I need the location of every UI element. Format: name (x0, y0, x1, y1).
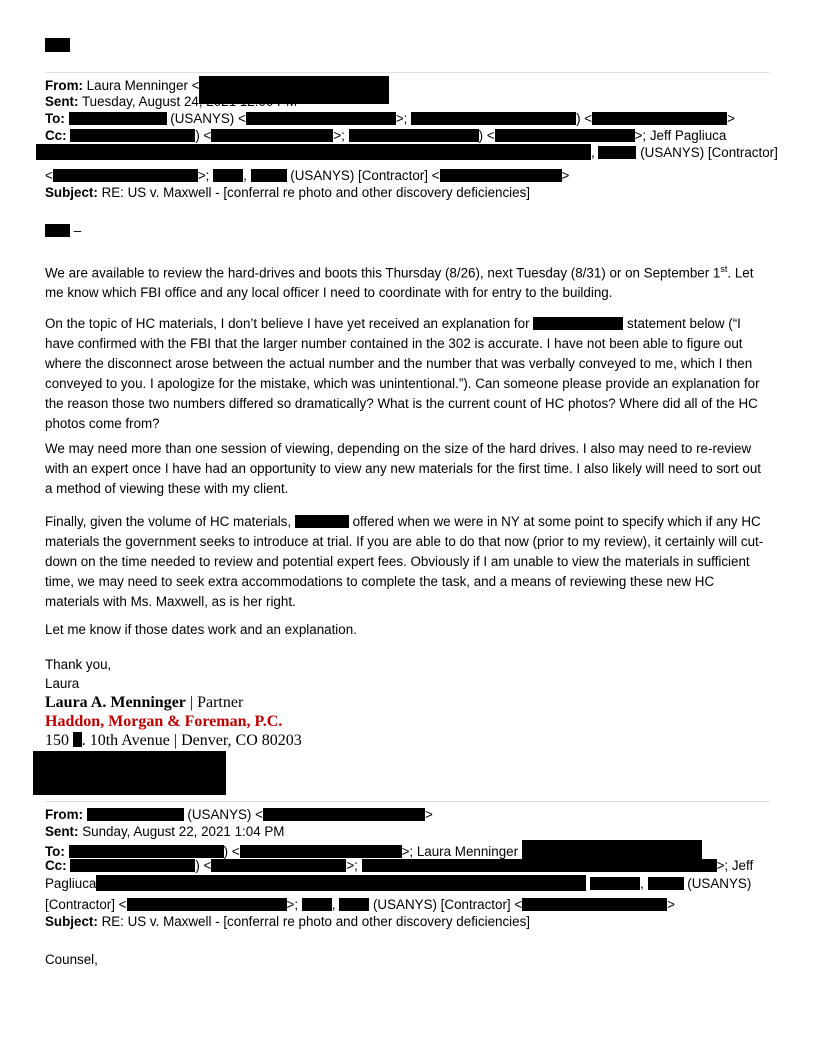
cc-label: Cc: (45, 858, 67, 873)
redaction-block (295, 515, 349, 528)
redaction-block (211, 129, 333, 142)
email2-from-line (45, 806, 433, 823)
redaction-block (213, 169, 243, 182)
signature-firm-line (45, 712, 282, 731)
redaction-block (246, 112, 396, 125)
cc-text: >; Jeff (716, 858, 754, 873)
email1-cc-line (45, 127, 726, 144)
signature-address-line (45, 731, 302, 750)
sent-label: Sent: (45, 824, 79, 839)
signature-name-line (45, 693, 243, 712)
to-text: >; (395, 111, 408, 126)
redaction-block (349, 129, 479, 142)
redaction-block (411, 112, 576, 125)
cc-text: < (45, 168, 53, 183)
to-label: To: (45, 111, 65, 126)
redaction-block (87, 808, 184, 821)
email1-closing-1 (45, 656, 111, 673)
paragraph-text: We are available to review the hard-drives and boots this Thursday (8/26), next Tuesday (8/31) or on September 1 (45, 265, 721, 281)
email2-cc-line (45, 857, 753, 874)
redaction-block (53, 169, 198, 182)
paragraph-text: . Let me know which FBI office and any local officer I need to coordinate with for entry to the building. (45, 265, 754, 301)
email1-closing-2 (45, 675, 79, 692)
separator-line (45, 72, 770, 73)
superscript: st (720, 264, 728, 274)
signature-address: . 10th Avenue | Denver, CO 80203 (81, 732, 302, 749)
closing-text: Laura (45, 676, 80, 691)
redaction-block (45, 224, 70, 237)
cc-text: Pagliuca (45, 876, 97, 891)
sent-value: Sunday, August 22, 2021 1:04 PM (82, 824, 285, 839)
subject-value: RE: US v. Maxwell - [conferral re photo and other discovery deficiencies] (101, 185, 530, 200)
redaction-block (339, 898, 369, 911)
separator-line (45, 801, 770, 802)
closing-text: Thank you, (45, 657, 112, 672)
subject-label: Subject: (45, 185, 98, 200)
to-text: ) < (576, 111, 593, 126)
from-label: From: (45, 807, 83, 822)
cc-text: ) < (195, 128, 212, 143)
redaction-block (590, 877, 640, 890)
redaction-block (302, 898, 332, 911)
cc-text: (USANYS) (687, 876, 752, 891)
cc-text: (USANYS) [Contractor] < (290, 168, 440, 183)
to-text: > (727, 111, 735, 126)
to-label: To: (45, 844, 65, 859)
cc-text: >; (286, 897, 299, 912)
email1-cc-line-3: < >; , (USANYS) [Contractor] < > (45, 168, 570, 183)
email1-cc-line-2: , (USANYS) [Contractor] (36, 144, 778, 161)
redaction-block (263, 808, 425, 821)
signature-name: Laura A. Menninger (45, 694, 186, 711)
redaction-block (69, 112, 167, 125)
email1-paragraph-3 (45, 439, 770, 499)
from-text: > (424, 807, 433, 822)
redaction-block (648, 877, 684, 890)
paragraph-text: Let me know if those dates work and an explanation. (45, 622, 357, 637)
email1-paragraph-1 (45, 259, 770, 303)
email2-sent-line (45, 823, 284, 840)
cc-text: (USANYS) [Contractor] < (372, 897, 523, 912)
redaction-block (495, 129, 635, 142)
greeting-text: Counsel, (45, 952, 98, 967)
email2-subject-line (45, 913, 530, 930)
signature-address: 150 (45, 732, 69, 749)
redaction-block (598, 146, 636, 159)
email1-paragraph-2 (45, 314, 770, 434)
redaction-block (73, 732, 82, 747)
redaction-block (533, 317, 623, 330)
email1-subject-line (45, 184, 530, 201)
email1-paragraph-5 (45, 620, 770, 640)
redaction-block (70, 129, 195, 142)
greeting-dash: – (73, 223, 82, 238)
redaction-block (522, 898, 667, 911)
email1-sent-line (45, 93, 297, 110)
redaction-block (127, 898, 287, 911)
email1-paragraph-4 (45, 512, 770, 612)
cc-text: >; (333, 128, 345, 143)
cc-text: >; (346, 858, 358, 873)
cc-text: >; Jeff Pagliuca (634, 128, 727, 143)
to-text: ) < (223, 844, 240, 859)
cc-text: >; (197, 168, 210, 183)
redaction-block (70, 859, 195, 872)
redaction-block (592, 112, 727, 125)
email2-cc-line-2: Pagliuca , (USANYS) (45, 876, 752, 891)
cc-label: Cc: (45, 128, 67, 143)
redaction-block (45, 38, 70, 52)
subject-label: Subject: (45, 914, 98, 929)
redaction-block (96, 875, 586, 891)
redaction-block (251, 169, 287, 182)
email2-cc-line-3: [Contractor] < >; , (USANYS) [Contractor] < > (45, 897, 675, 912)
sent-label: Sent: (45, 94, 79, 109)
sent-value: Tuesday, August 24, 2021 12:00 PM (81, 94, 298, 109)
paragraph-text: We may need more than one session of viewing, depending on the size of the hard drives. I also may need to re-review with an expert once I have had an opportunity to view any new materials for the first time. I also likely will need to sort out a method of viewing these with my client. (45, 441, 762, 496)
email1-to-line (45, 110, 735, 127)
signature-firm: Haddon, Morgan & Foreman, P.C. (45, 713, 283, 730)
paragraph-text: offered when we were in NY at some point to specify which if any HC materials the government seeks to introduce at trial. If you are able to do that now (prior to my review), it certainly will cut-down on the time needed to review and potential expert fees. Obviously if I am unable to view the materials in sufficient time, we may need to seek extra accommodations to complete the task, and a means of reviewing these new HC materials with Ms. Maxwell, as is her right. (45, 514, 764, 609)
cc-text: ) < (195, 858, 212, 873)
cc-text: > (561, 168, 570, 183)
cc-text: > (667, 897, 675, 912)
cc-text: ) < (478, 128, 495, 143)
from-text: (USANYS) < (187, 807, 263, 822)
paragraph-text: On the topic of HC materials, I don’t believe I have yet received an explanation for (45, 316, 530, 331)
cc-text: (USANYS) [Contractor] (640, 145, 778, 160)
redaction-block (211, 859, 346, 872)
signature-title: | Partner (185, 694, 244, 711)
to-text: >; Laura Menninger (401, 844, 519, 859)
email1-greeting (45, 222, 81, 239)
cc-text: [Contractor] < (45, 897, 127, 912)
redaction-block (362, 859, 717, 872)
email2-greeting (45, 951, 98, 968)
subject-value: RE: US v. Maxwell - [conferral re photo and other discovery deficiencies] (101, 914, 530, 929)
from-value: Laura Menninger < (86, 78, 200, 93)
to-text: (USANYS) < (166, 111, 246, 126)
redaction-block (36, 144, 591, 160)
from-label: From: (45, 78, 83, 93)
paragraph-text: Finally, given the volume of HC materials, (45, 514, 292, 529)
redaction-block (440, 169, 562, 182)
paragraph-text: statement below (“I have confirmed with the FBI that the larger number contained in the 302 is accurate. I have not been able to figure out where the disconnect arose between the actual number and the number that was verbally conveyed to me, which I then conveyed to you. I apologize for the mistake, which was unintentional.”). Can someone please provide an explanation for the reason those two numbers differed so dramatically? What is the current count of HC photos? Where did all of the HC photos come from? (45, 316, 760, 431)
redaction-block (33, 751, 226, 795)
